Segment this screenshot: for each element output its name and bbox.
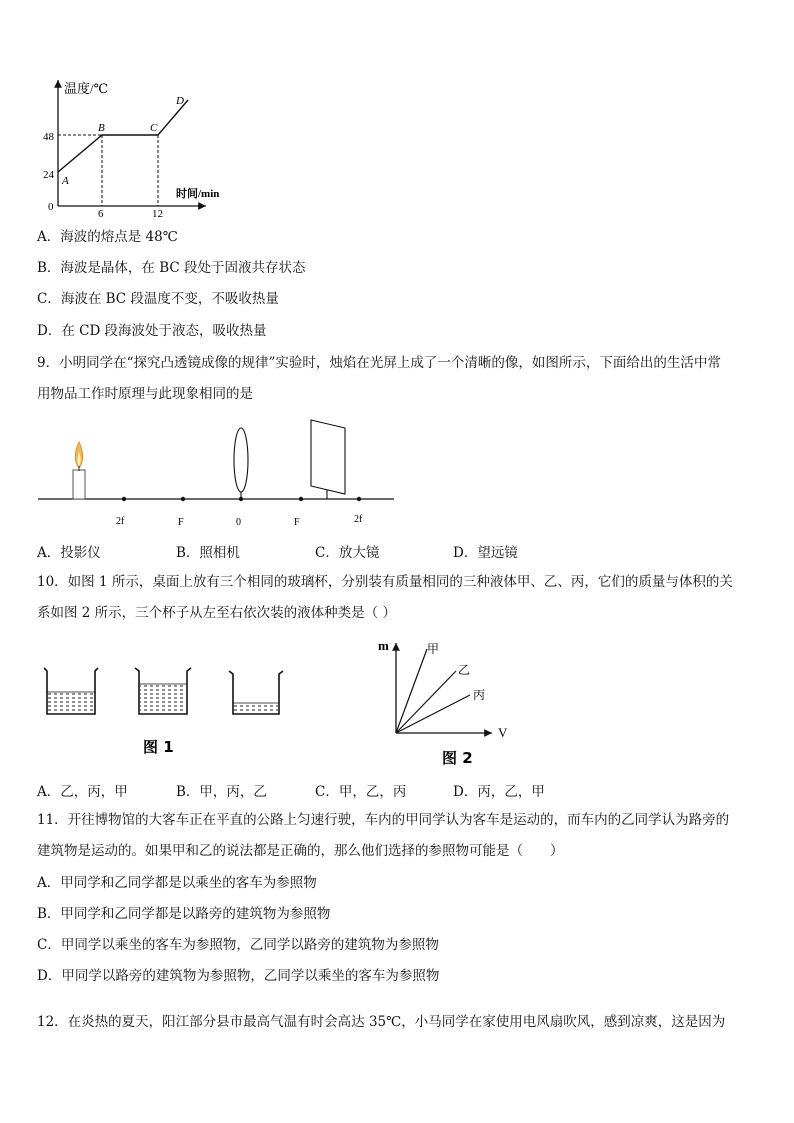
- line-yi: [396, 671, 456, 733]
- q11-option-b: B．甲同学和乙同学都是以路旁的建筑物为参照物: [37, 906, 331, 922]
- figure2-mass-volume-graph: [370, 633, 515, 768]
- q8-option-c: C．海波在 BC 段温度不变，不吸收热量: [37, 291, 279, 307]
- point-d: D: [176, 95, 184, 107]
- q11-option-c: C．甲同学以乘坐的客车为参照物，乙同学以路旁的建筑物为参照物: [37, 937, 439, 953]
- q12-text-line1: 12．在炎热的夏天，阳江部分县市最高气温有时会高达 35℃，小马同学在家使用电风扇吹风，感到凉爽，这是因为: [37, 1014, 726, 1030]
- figure2-label: 图 2: [442, 749, 473, 767]
- candle-icon: [73, 442, 85, 499]
- point-c: C: [150, 122, 158, 134]
- curve-abcd: [58, 100, 188, 172]
- q10-option-a: A．乙，丙，甲: [37, 784, 128, 800]
- mark-2f-left: [122, 497, 126, 501]
- q10-option-b: B．甲，丙，乙: [176, 784, 267, 800]
- q11-option-d: D．甲同学以路旁的建筑物为参照物，乙同学以乘坐的客车为参照物: [37, 968, 440, 984]
- mark-f-right: [299, 497, 303, 501]
- figure1-label: 图 1: [143, 738, 174, 756]
- label-jia: 甲: [427, 642, 440, 656]
- point-a: A: [62, 175, 69, 187]
- line-bing: [396, 695, 470, 733]
- point-b: B: [98, 122, 105, 134]
- q9-option-c: C．放大镜: [315, 545, 380, 561]
- y-axis-label: 温度/℃: [64, 81, 109, 96]
- lens-center-dot: [239, 497, 243, 501]
- light-screen: [311, 420, 345, 494]
- beaker-2: [135, 668, 191, 714]
- axis-v-label: V: [498, 725, 508, 740]
- q8-option-d: D．在 CD 段海波处于液态，吸收热量: [37, 323, 267, 339]
- y-tick-24: 24: [43, 169, 54, 181]
- label-2f-right: 2f: [354, 514, 363, 525]
- label-f-right: F: [294, 517, 300, 528]
- label-0: 0: [236, 517, 241, 528]
- y-tick-48: 48: [43, 131, 54, 143]
- q10-text-line2: 系如图 2 所示，三个杯子从左至右依次装的液体种类是（ ）: [37, 605, 396, 621]
- label-bing: 丙: [473, 688, 486, 702]
- x-tick-6: 6: [98, 208, 104, 220]
- q10-option-c: C．甲，乙，丙: [315, 784, 407, 800]
- q10-text-line1: 10．如图 1 所示，桌面上放有三个相同的玻璃杯，分别装有质量相同的三种液体甲、乙、丙，它们的质量与体积的关: [37, 574, 733, 590]
- q11-text-line2: 建筑物是运动的。如果甲和乙的说法都是正确的，那么他们选择的参照物可能是（ ）: [37, 843, 564, 859]
- q9-option-a: A．投影仪: [37, 545, 101, 561]
- mark-f-left: [181, 497, 185, 501]
- axis-m-label: m: [378, 638, 389, 653]
- mark-2f-right: [357, 497, 361, 501]
- figure1-beakers: [36, 640, 286, 760]
- x-tick-12: 12: [152, 208, 163, 220]
- q8-option-b: B．海波是晶体，在 BC 段处于固液共存状态: [37, 260, 306, 276]
- line-jia: [396, 649, 427, 733]
- q8-option-a: A．海波的熔点是 48℃: [37, 229, 178, 245]
- label-2f-left: 2f: [116, 516, 125, 527]
- q9-option-b: B．照相机: [176, 545, 240, 561]
- x-axis-label: 时间/min: [176, 188, 220, 200]
- y-tick-0: 0: [48, 201, 54, 213]
- q11-text-line1: 11．开往博物馆的大客车正在平直的公路上匀速行驶，车内的甲同学认为客车是运动的，而车内的乙同学认为路旁的: [37, 812, 730, 828]
- q11-option-a: A．甲同学和乙同学都是以乘坐的客车为参照物: [37, 875, 317, 891]
- lens-experiment-diagram: [36, 418, 406, 532]
- temperature-time-graph: [30, 72, 230, 222]
- beaker-3: [229, 671, 283, 714]
- label-f-left: F: [178, 517, 184, 528]
- q9-option-d: D．望远镜: [453, 545, 518, 561]
- q10-option-d: D．丙，乙，甲: [453, 784, 545, 800]
- label-yi: 乙: [458, 663, 471, 677]
- beaker-1: [44, 668, 98, 714]
- q9-text-line2: 用物品工作时原理与此现象相同的是: [37, 386, 253, 402]
- convex-lens: [234, 428, 248, 492]
- q9-text-line1: 9．小明同学在“探究凸透镜成像的规律”实验时，烛焰在光屏上成了一个清晰的像，如图所示，下面给出的生活中常: [37, 355, 721, 371]
